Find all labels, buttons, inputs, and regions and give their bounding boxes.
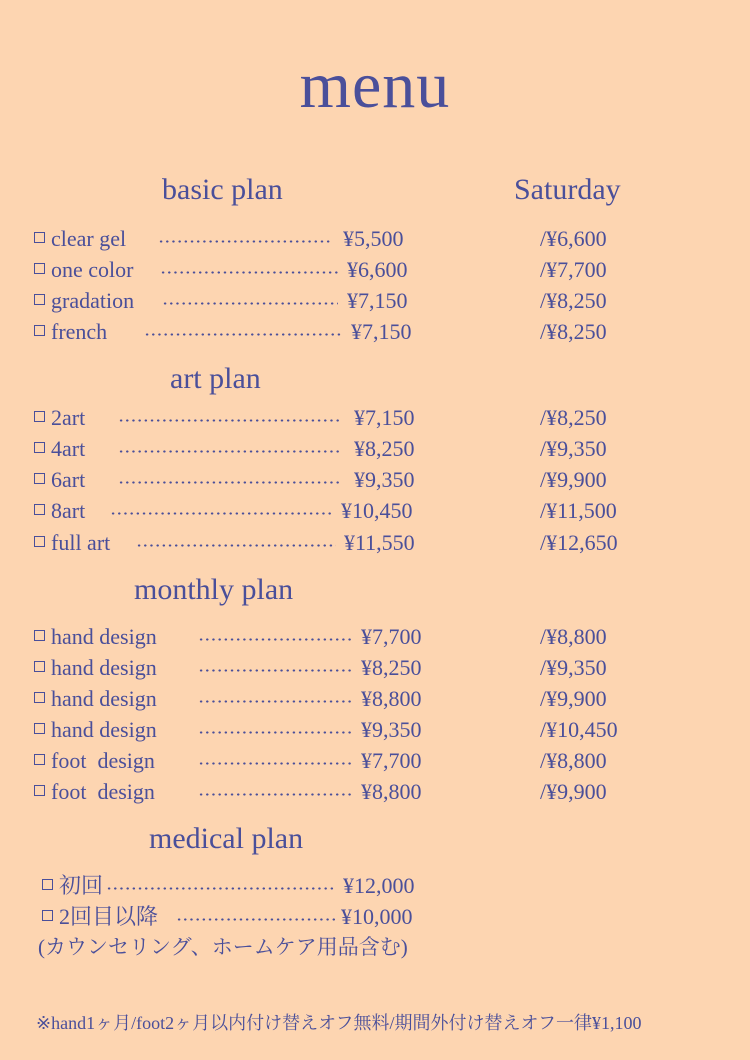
item-price: ¥9,350 [361, 717, 422, 742]
item-label: 8art [51, 498, 86, 523]
checkbox-icon [34, 785, 45, 796]
checkbox-icon [34, 442, 45, 453]
item-label: hand design [51, 686, 157, 711]
item-saturday-price: /¥9,900 [540, 779, 607, 804]
item-label: 2art [51, 405, 86, 430]
item-saturday-price: /¥8,250 [540, 288, 607, 313]
checkbox-icon [34, 661, 45, 672]
item-price: ¥9,350 [354, 467, 415, 492]
footer-note: ※hand1ヶ月/foot2ヶ月以内付け替えオフ無料/期間外付け替えオフ一律¥1,100 [36, 1013, 642, 1033]
item-price: ¥7,700 [361, 748, 422, 773]
dot-leader [158, 240, 332, 243]
checkbox-icon [34, 504, 45, 515]
item-saturday-price: /¥9,350 [540, 436, 607, 461]
item-label: french [51, 319, 108, 344]
dot-leader [198, 669, 354, 672]
checkbox-icon [34, 294, 45, 305]
checkbox-icon [34, 536, 45, 547]
item-label: 4art [51, 436, 86, 461]
item-label: foot design [51, 748, 155, 773]
dot-leader [198, 638, 354, 641]
item-saturday-price: /¥10,450 [540, 717, 618, 742]
item-price: ¥5,500 [343, 226, 404, 251]
item-saturday-price: /¥11,500 [540, 498, 617, 523]
item-saturday-price: /¥7,700 [540, 257, 607, 282]
item-saturday-price: /¥9,900 [540, 686, 607, 711]
page-title: menu [299, 49, 451, 122]
checkbox-icon [34, 473, 45, 484]
item-price: ¥10,000 [341, 904, 413, 929]
item-label: foot design [51, 779, 155, 804]
dot-leader [176, 918, 336, 921]
item-label: gradation [51, 288, 135, 313]
item-saturday-price: /¥6,600 [540, 226, 607, 251]
checkbox-icon [34, 232, 45, 243]
item-label: full art [51, 530, 111, 555]
dot-leader [136, 544, 336, 547]
item-saturday-price: /¥9,900 [540, 467, 607, 492]
saturday-heading: Saturday [514, 173, 621, 206]
dot-leader [160, 271, 338, 274]
item-saturday-price: /¥8,250 [540, 405, 607, 430]
item-price: ¥8,800 [361, 779, 422, 804]
dot-leader [162, 302, 338, 305]
dot-leader [144, 333, 342, 336]
dot-leader [118, 481, 340, 484]
dot-leader [198, 700, 354, 703]
checkbox-icon [34, 723, 45, 734]
checkbox-icon [34, 411, 45, 422]
item-label: hand design [51, 655, 157, 680]
item-label: 6art [51, 467, 86, 492]
item-price: ¥11,550 [344, 530, 415, 555]
dot-leader [106, 887, 336, 890]
item-label: 2回目以降 [59, 904, 159, 929]
item-price: ¥12,000 [343, 873, 415, 898]
dot-leader [110, 512, 332, 515]
item-saturday-price: /¥12,650 [540, 530, 618, 555]
monthly-plan-heading: monthly plan [134, 573, 294, 606]
item-price: ¥6,600 [347, 257, 408, 282]
item-price: ¥7,700 [361, 624, 422, 649]
dot-leader [198, 793, 354, 796]
item-price: ¥8,250 [354, 436, 415, 461]
checkbox-icon [34, 630, 45, 641]
item-price: ¥10,450 [341, 498, 413, 523]
medical-note: (カウンセリング、ホームケア用品含む) [38, 935, 408, 959]
art-plan-heading: art plan [170, 362, 261, 395]
dot-leader [198, 731, 354, 734]
item-saturday-price: /¥8,800 [540, 624, 607, 649]
checkbox-icon [34, 263, 45, 274]
item-saturday-price: /¥8,250 [540, 319, 607, 344]
checkbox-icon [34, 692, 45, 703]
checkbox-icon [34, 754, 45, 765]
dot-leader [198, 762, 354, 765]
item-label: one color [51, 257, 134, 282]
item-label: hand design [51, 624, 157, 649]
item-saturday-price: /¥9,350 [540, 655, 607, 680]
checkbox-icon [42, 910, 53, 921]
dot-leader [118, 419, 340, 422]
item-price: ¥7,150 [354, 405, 415, 430]
dot-leader [118, 450, 340, 453]
checkbox-icon [34, 325, 45, 336]
item-label: hand design [51, 717, 157, 742]
basic-plan-heading: basic plan [162, 173, 283, 206]
item-price: ¥8,800 [361, 686, 422, 711]
item-price: ¥7,150 [351, 319, 412, 344]
medical-plan-heading: medical plan [149, 822, 304, 855]
item-label: 初回 [59, 873, 104, 898]
item-price: ¥8,250 [361, 655, 422, 680]
item-price: ¥7,150 [347, 288, 408, 313]
checkbox-icon [42, 879, 53, 890]
item-saturday-price: /¥8,800 [540, 748, 607, 773]
item-label: clear gel [51, 226, 127, 251]
